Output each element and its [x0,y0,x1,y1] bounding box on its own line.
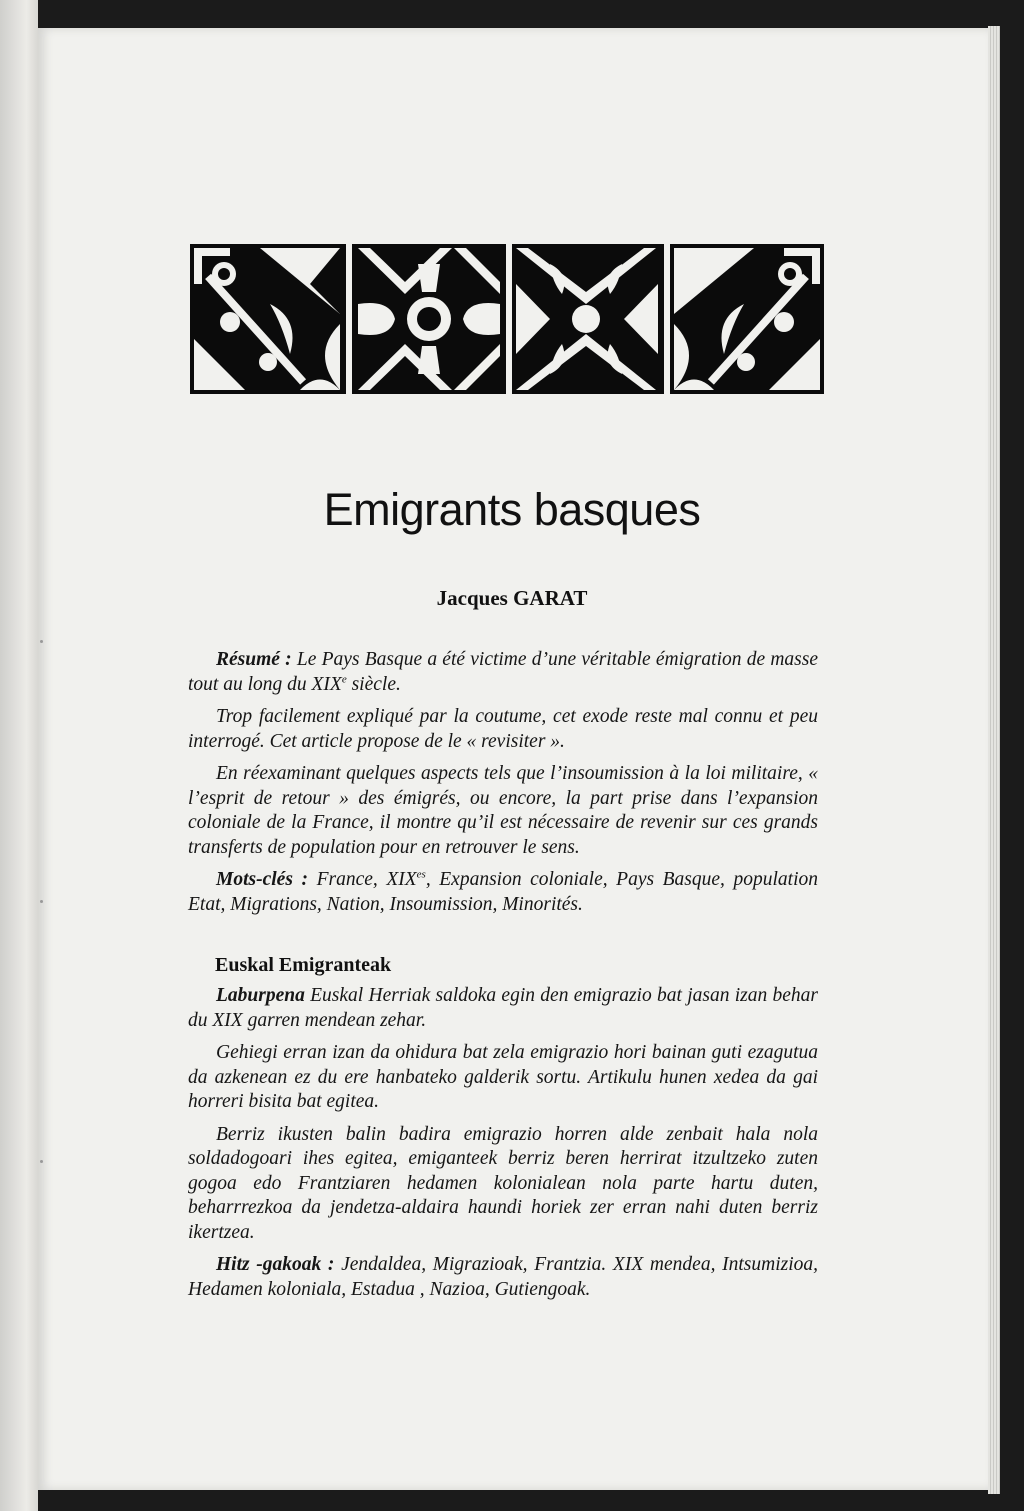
basque-section-heading: Euskal Emigranteak [215,954,392,976]
laburpena-text: Euskal Herriak saldoka egin den emigrazio bat jasan izan behar du XIX garren mendean zehar. [188,985,818,1031]
french-paragraph-2: Trop facilement expliqué par la coutume, cet exode reste mal connu et peu interrogé. Cet article propose de le « revisiter ». [188,706,818,752]
basque-paragraph-3: Berriz ikusten balin badira emigrazio horren alde zenbait hala nola soldadogoari ihes egitea, emiganteek berriz beren herrirat itzultzeko zuten gogoa edo Frantziaren hedamen kolonialean nola parte hartu duten, beharrrezkoa da jendetza-aldaira haundi horiek zer erran nahi duten berriz ikertzea. [188,1123,818,1243]
laburpena-label: Laburpena [216,985,305,1006]
hitz-gakoak-paragraph [188,1253,818,1302]
page-stack-edge [988,26,1000,1494]
left-page-edge [0,0,38,1511]
resume-text-end: siècle. [346,673,401,695]
basque-ornament-banner [190,244,824,394]
resume-text: Le Pays Basque a été victime d’une véritable émigration de masse tout au long du XIX [188,649,818,695]
article-title: Emigrants basques [323,484,701,535]
mots-cles-text: France, XIX [316,869,417,890]
french-abstract [188,648,818,917]
hitz-gakoak-label: Hitz -gakoak : [216,1254,335,1275]
resume-paragraph [188,648,818,697]
mots-cles-text-end: , Expansion coloniale, Pays Basque, population Etat, Migrations, Nation, Insoumission, Minorités. [188,869,818,915]
mots-cles-superscript: es [416,868,426,881]
hitz-gakoak-text: Jendaldea, Migrazioak, Frantzia. XIX mendea, Intsumizioa, Hedamen koloniala, Estadua , Nazioa, Gutiengoak. [188,1254,818,1300]
mots-cles-paragraph [188,868,818,917]
resume-label: Résumé : [216,649,292,670]
mots-cles-label: Mots-clés : [216,869,308,890]
basque-paragraph-2: Gehiegi erran izan da ohidura bat zela emigrazio hori bainan guti ezagutua da azkenean ez du ere hanbateko galderik sortu. Artikulu hunen xedea da gai horreri bisita bat egitea. [188,1042,818,1112]
resume-superscript: e [341,673,347,685]
article-author: Jacques GARAT [436,586,588,610]
french-paragraph-3: En réexaminant quelques aspects tels que l’insoumission à la loi militaire, « l’esprit de retour » des émigrés, ou encore, la part prise dans l’expansion coloniale de la France, il montre qu’il est nécessaire de revenir sur ces grands transferts de population pour en retrouver le sens. [188,763,818,858]
laburpena-paragraph [188,984,818,1033]
basque-abstract [188,984,818,1302]
